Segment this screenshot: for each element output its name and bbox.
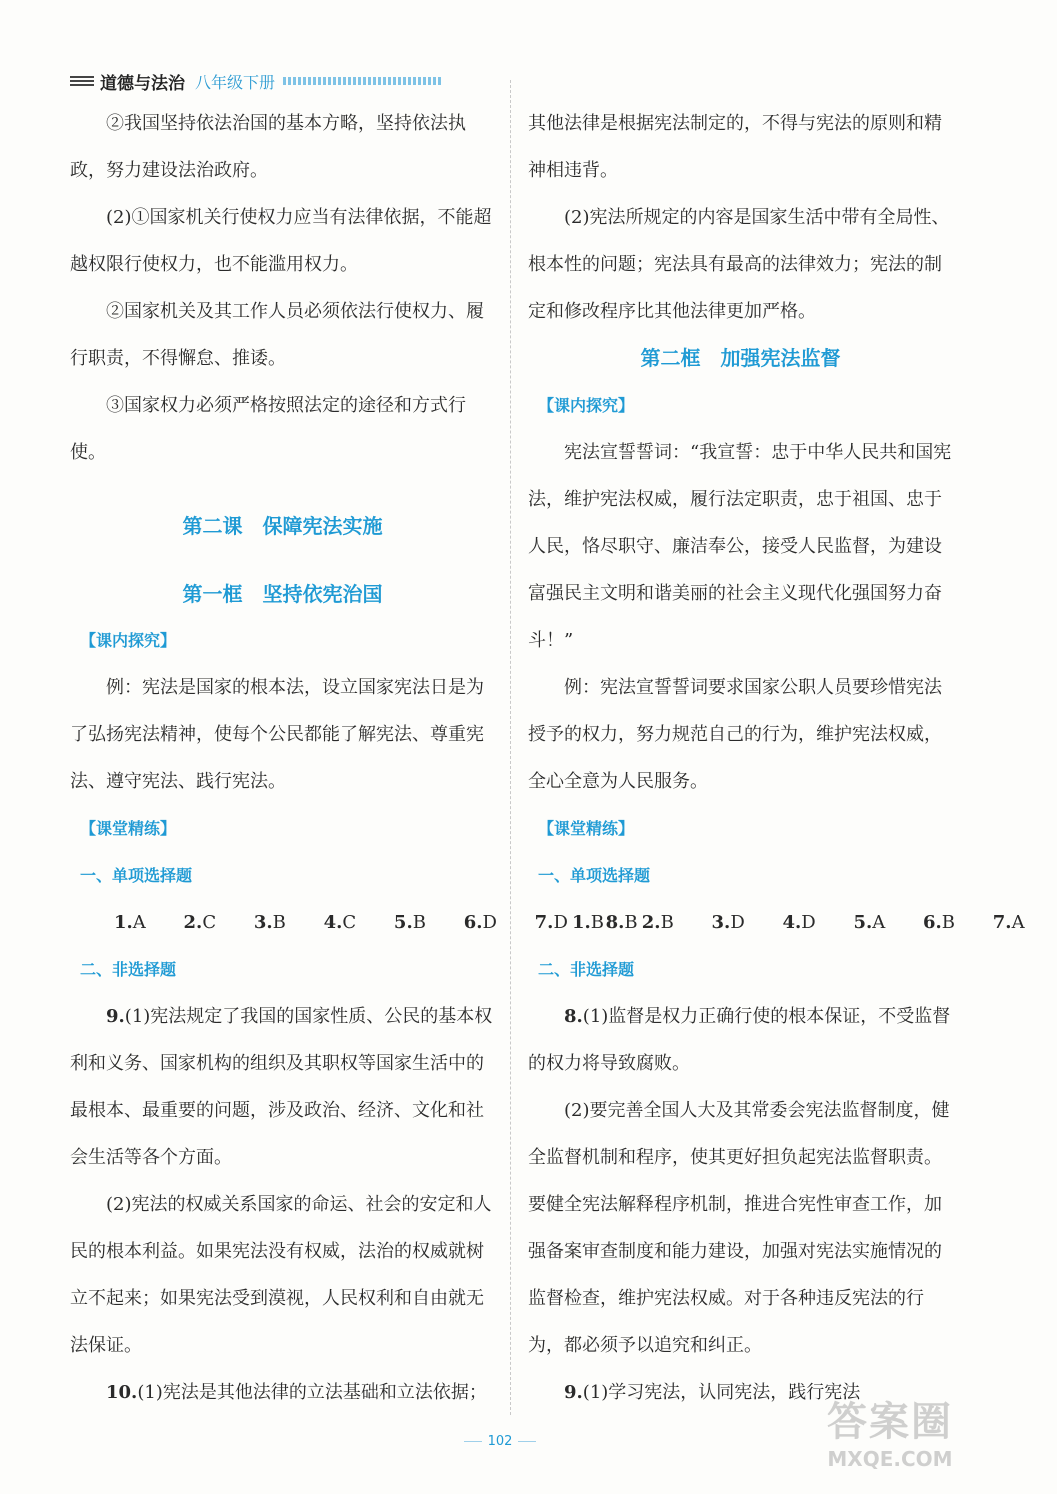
oath-example: 例：宪法宣誓誓词要求国家公职人员要珍惜宪法授予的权力，努力规范自己的行为，维护宪法权威，全心全意为人民服务。 bbox=[528, 677, 942, 792]
answer-item: 5.B bbox=[393, 912, 426, 933]
page-number: 102 bbox=[487, 1434, 513, 1449]
answer-item: 6.B bbox=[923, 912, 956, 933]
single-choice-heading-1: 一、单项选择题 bbox=[80, 866, 193, 885]
question-9-part-2: (2)宪法的权威关系国家的命运、社会的安定和人民的根本利益。如果宪法没有权威，法治的权威就树立不起来；如果宪法受到漠视，人民权利和自由就无法保证。 bbox=[70, 1194, 492, 1356]
single-choice-heading-2: 一、单项选择题 bbox=[538, 866, 651, 885]
answer-item: 6.D bbox=[463, 912, 497, 933]
frame-title-2: 第二框 加强宪法监督 bbox=[640, 346, 841, 370]
answer-item: 3.D bbox=[711, 912, 745, 933]
practice-label-1: 【课堂精练】 bbox=[80, 819, 177, 838]
explore-text-1: 例：宪法是国家的根本法，设立国家宪法日是为了弘扬宪法精神，使每个公民都能了解宪法、尊重宪法、遵守宪法、践行宪法。 bbox=[70, 677, 484, 792]
question-8-part-2: (2)要完善全国人大及其常委会宪法监督制度，健全监督机制和程序，使其更好担负起宪法监督职责。要健全宪法解释程序机制，推进合宪性审查工作，加强备案审查制度和能力建设，加强对宪法实施情况的监督检查，维护宪法权威。对于各种违反宪法的行为，都必须予以追究和纠正。 bbox=[528, 1100, 950, 1356]
answer-item: 2.B bbox=[641, 912, 674, 933]
answer-item: 4.C bbox=[323, 912, 357, 933]
practice-label-2: 【课堂精练】 bbox=[538, 819, 635, 838]
left-paragraph-2: (2)①国家机关行使权力应当有法律依据，不能超越权限行使权力，也不能滥用权力。 bbox=[70, 207, 492, 275]
footer-dash-right bbox=[518, 1441, 536, 1442]
question-9-part-1: 9.(1)宪法规定了我国的国家性质、公民的基本权利和义务、国家机构的组织及其职权等国家生活中的最根本、最重要的问题，涉及政治、经济、文化和社会生活等各个方面。 bbox=[70, 1006, 493, 1168]
explore-label-1: 【课内探究】 bbox=[80, 631, 177, 650]
answer-item: 5.A bbox=[853, 912, 886, 933]
right-paragraph-2: (2)宪法所规定的内容是国家生活中带有全局性、根本性的问题；宪法具有最高的法律效力；宪法的制定和修改程序比其他法律更加严格。 bbox=[528, 207, 950, 322]
oath-text: 宪法宣誓誓词：“我宣誓：忠于中华人民共和国宪法，维护宪法权威，履行法定职责，忠于祖国、忠于人民，恪尽职守、廉洁奉公，接受人民监督，为建设富强民主文明和谐美丽的社会主义现代化强国努力奋斗！” bbox=[528, 442, 952, 651]
answer-item: 3.B bbox=[253, 912, 286, 933]
answer-item: 1.B bbox=[572, 912, 605, 933]
answer-item: 1.A bbox=[114, 912, 146, 933]
explore-label-2: 【课内探究】 bbox=[538, 396, 635, 415]
left-paragraph-1: ②我国坚持依法治国的基本方略，坚持依法执政，努力建设法治政府。 bbox=[70, 113, 466, 181]
answer-item: 7.A bbox=[992, 912, 1025, 933]
left-paragraph-3: ②国家机关及其工作人员必须依法行使权力、履行职责，不得懈怠、推诿。 bbox=[70, 301, 484, 369]
watermark-logo bbox=[800, 1390, 980, 1471]
header-stripe-decoration bbox=[283, 77, 443, 85]
footer-dash-left bbox=[464, 1441, 482, 1442]
watermark-url: MXQE.COM bbox=[827, 1447, 953, 1471]
answer-row-2 bbox=[528, 899, 1025, 946]
answer-item: 8.B bbox=[605, 912, 638, 933]
lesson-title: 第二课 保障宪法实施 bbox=[182, 514, 383, 538]
page-header bbox=[70, 66, 443, 96]
column-divider bbox=[510, 80, 511, 1415]
frame-title-1: 第一框 坚持依宪治国 bbox=[182, 582, 383, 606]
right-column bbox=[528, 100, 1025, 1416]
answer-item: 7.D bbox=[534, 912, 568, 933]
question-8-part-1: 8.(1)监督是权力正确行使的根本保证，不受监督的权力将导致腐败。 bbox=[528, 1006, 951, 1074]
answer-item: 4.D bbox=[782, 912, 816, 933]
left-paragraph-4: ③国家权力必须严格按照法定的途径和方式行使。 bbox=[70, 395, 466, 463]
right-paragraph-1: 其他法律是根据宪法制定的，不得与宪法的原则和精神相违背。 bbox=[528, 113, 942, 181]
non-choice-heading-1: 二、非选择题 bbox=[80, 960, 177, 979]
header-subject: 道德与法治 bbox=[100, 73, 185, 94]
non-choice-heading-2: 二、非选择题 bbox=[538, 960, 635, 979]
question-10-part-1: 10.(1)宪法是其他法律的立法基础和立法依据； bbox=[106, 1382, 487, 1403]
header-bars-decoration bbox=[70, 76, 94, 86]
header-grade: 八年级下册 bbox=[195, 72, 276, 92]
watermark-text: 答案圈 bbox=[827, 1399, 953, 1445]
answer-item: 2.C bbox=[183, 912, 217, 933]
question-9-right: 9.(1)学习宪法，认同宪法，践行宪法 bbox=[564, 1382, 861, 1403]
